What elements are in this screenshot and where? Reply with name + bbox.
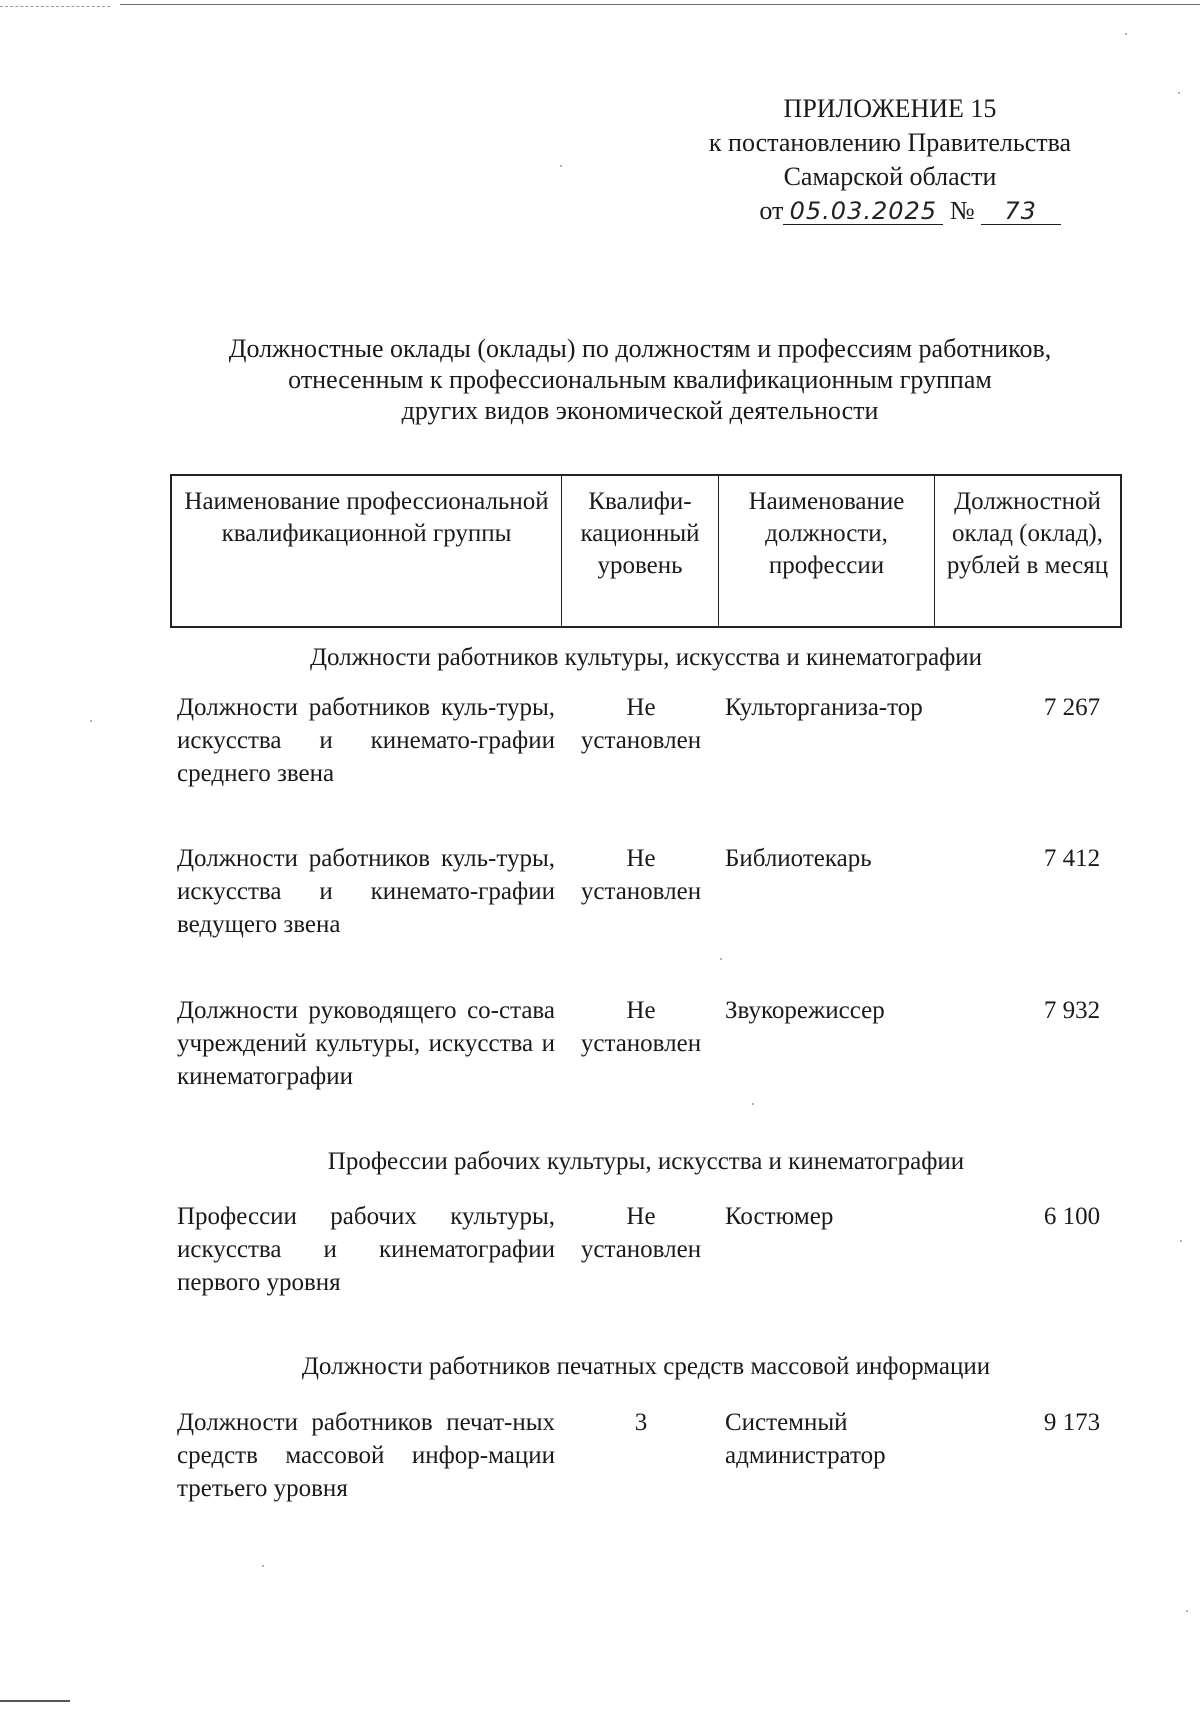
- row-position: Библиотекарь: [725, 845, 872, 872]
- table-header: [170, 474, 1122, 628]
- appendix-header: [660, 92, 1120, 228]
- date-prefix: от: [759, 196, 784, 225]
- row-level: Не установлен: [580, 997, 702, 1057]
- section-title-workers: Профессии рабочих культуры, искусства и кинематографии: [327, 1148, 965, 1175]
- row-position: Костюмер: [725, 1203, 834, 1230]
- header-salary: Должностной оклад (оклад), рублей в месяц: [946, 488, 1109, 579]
- row-level: Не установлен: [580, 694, 702, 754]
- scan-speck: [90, 720, 92, 722]
- document-title-line-2: отнесенным к профессиональным квалификационным группам: [288, 365, 992, 394]
- appendix-number: ПРИЛОЖЕНИЕ 15: [783, 94, 997, 123]
- document-title: [160, 333, 1120, 426]
- document-title-line-3: других видов экономической деятельности: [401, 396, 879, 425]
- scan-speck: [262, 1565, 264, 1567]
- scan-edge-bottom: [0, 1700, 70, 1702]
- appendix-resolution: к постановлению Правительства: [708, 128, 1072, 157]
- header-position-name: Наименование должности, профессии: [719, 476, 935, 626]
- row-level: Не установлен: [580, 1203, 702, 1263]
- row-group: Профессии рабочих культуры, искусства и кинематографии первого уровня: [177, 1203, 555, 1296]
- row-level: Не установлен: [580, 845, 702, 905]
- handwritten-number: 73: [981, 198, 1061, 225]
- section-title-press: Должности работников печатных средств массовой информации: [301, 1353, 991, 1380]
- handwritten-date: 05.03.2025: [783, 198, 943, 225]
- row-group: Должности работников куль-туры, искусства и кинемато-графии среднего звена: [177, 694, 555, 787]
- scan-speck: [560, 165, 562, 167]
- row-salary: 7 412: [1043, 845, 1101, 872]
- row-salary: 7 932: [1043, 997, 1101, 1024]
- scan-speck: [1178, 92, 1180, 94]
- row-group: Должности руководящего со-става учреждений культуры, искусства и кинематографии: [177, 997, 555, 1090]
- row-position: Звукорежиссер: [725, 997, 885, 1024]
- section-title-culture: Должности работников культуры, искусства и кинематографии: [309, 644, 983, 671]
- scan-speck: [752, 1103, 754, 1105]
- scan-speck: [1186, 1610, 1188, 1612]
- appendix-region: Самарской области: [783, 162, 997, 191]
- row-position: Системный администратор: [725, 1409, 886, 1469]
- number-prefix: №: [949, 196, 975, 225]
- row-salary: 9 173: [1043, 1409, 1101, 1436]
- row-salary: 6 100: [1043, 1203, 1101, 1230]
- scan-speck: [1125, 33, 1127, 35]
- scan-edge-line: [120, 4, 1200, 5]
- scan-speck: [1180, 1240, 1182, 1242]
- document-title-line-1: Должностные оклады (оклады) по должностям и профессиям работников,: [228, 334, 1052, 363]
- appendix-date-line: [759, 194, 1060, 228]
- header-qualification-level: Квалифи-кационный уровень: [562, 476, 719, 626]
- row-group: Должности работников печат-ных средств массовой инфор-мации третьего уровня: [177, 1409, 555, 1502]
- row-group: Должности работников куль-туры, искусства и кинемато-графии ведущего звена: [177, 845, 555, 938]
- row-position: Культорганиза-тор: [725, 694, 923, 721]
- scan-edge-dash: [0, 6, 110, 7]
- scan-speck: [720, 958, 722, 960]
- row-salary: 7 267: [1043, 694, 1101, 721]
- row-level: 3: [634, 1409, 648, 1436]
- header-group-name: Наименование профессиональной квалификационной группы: [172, 476, 562, 626]
